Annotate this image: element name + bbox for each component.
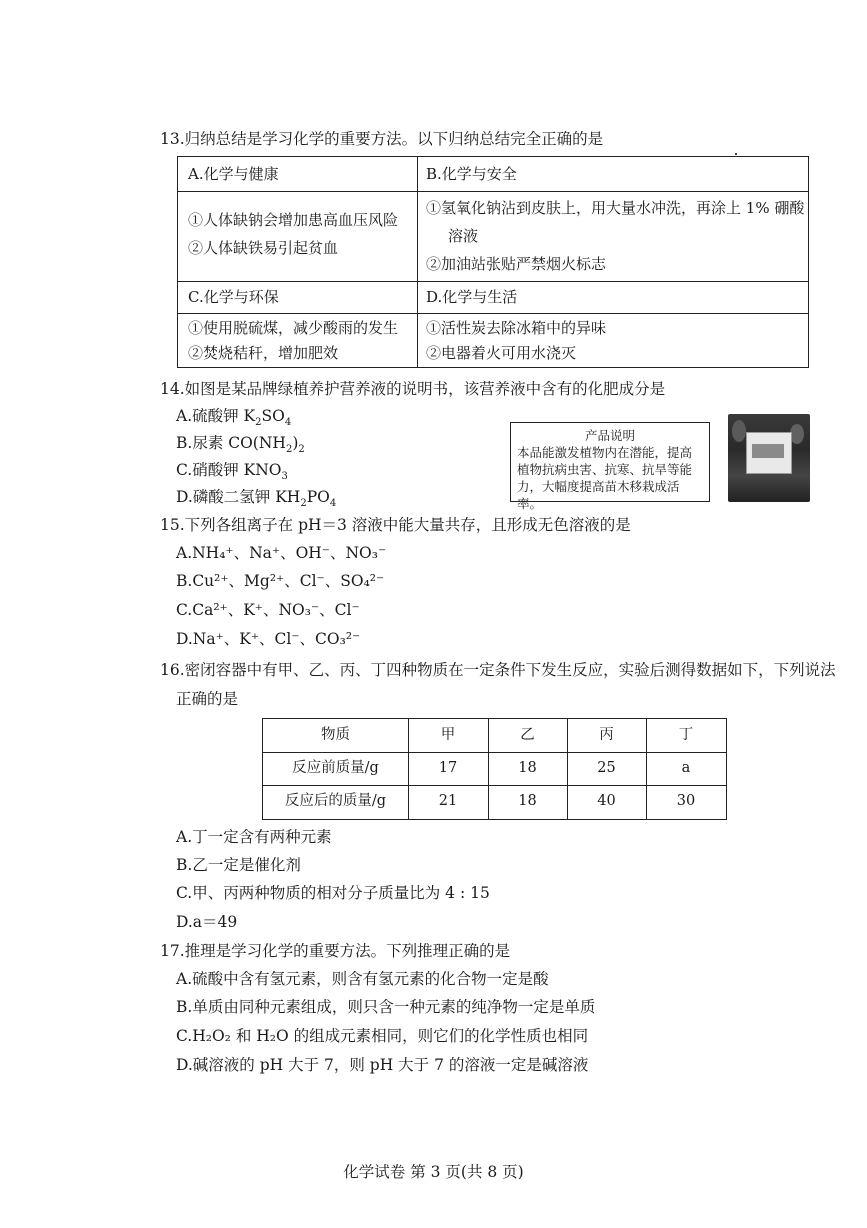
q14-stem: 14.如图是某品牌绿植养护营养液的说明书，该营养液中含有的化肥成分是 [160,380,666,398]
q16-data-table [262,718,727,820]
q15-opt-b: B.Cu²⁺、Mg²⁺、Cl⁻、SO₄²⁻ [176,572,385,590]
q16-header-ding: 丁 [678,727,694,743]
q13-b-head: B.化学与安全 [426,165,517,183]
q16-row1-label: 反应前质量/g [292,760,379,776]
q13-c-head: C.化学与环保 [188,288,279,306]
q16-opt-b: B.乙一定是催化剂 [176,856,301,874]
q16-stem-1: 16.密闭容器中有甲、乙、丙、丁四种物质在一定条件下发生反应，实验后测得数据如下，下列说法 [160,661,836,679]
page-footer: 化学试卷 第 3 页(共 8 页) [343,1163,524,1181]
q16-row1-bing: 25 [597,760,616,776]
q14-opt-a: A.硫酸钾 $K_2SO_4$ [176,407,292,429]
q14-opt-c: C.硝酸钾 $KNO_3$ [176,461,288,483]
q15-opt-a: A.NH₄⁺、Na⁺、OH⁻、NO₃⁻ [176,544,387,562]
product-info-title: 产品说明 [584,428,635,443]
nutrient-product-photo [728,414,810,502]
q16-row2-yi: 18 [518,793,537,809]
q16-row2-jia: 21 [438,793,458,809]
q13-d-head: D.化学与生活 [426,288,518,306]
product-info-line2: 植物抗病虫害、抗寒、抗旱等能 [517,462,693,477]
q16-row2-ding: 30 [676,793,696,809]
q13-b-l1b: 溶液 [448,227,479,245]
q16-header-bing: 丙 [599,727,614,743]
q13-b-l2: ②加油站张贴严禁烟火标志 [426,255,607,273]
q16-row2-label: 反应后的质量/g [284,793,387,809]
q16-header-yi: 乙 [520,727,535,743]
q16-stem-2: 正确的是 [176,690,239,708]
q17-opt-d: D.碱溶液的 pH 大于 7，则 pH 大于 7 的溶液一定是碱溶液 [176,1056,589,1074]
q13-d-l1: ①活性炭去除冰箱中的异味 [426,319,607,337]
q16-header-jia: 甲 [440,727,456,743]
q13-stem: 13.归纳总结是学习化学的重要方法。以下归纳总结完全正确的是 [160,130,604,148]
scan-speck [735,153,737,155]
q13-c-l1: ①使用脱硫煤，减少酸雨的发生 [188,319,399,337]
q14-opt-d: D.磷酸二氢钾 $KH_2PO_4$ [176,488,337,510]
q14-opt-b: B.尿素 $CO(NH_2)_2$ [176,434,305,456]
q15-opt-d: D.Na⁺、K⁺、Cl⁻、CO₃²⁻ [176,630,361,648]
q17-stem: 17.推理是学习化学的重要方法。下列推理正确的是 [160,942,511,960]
q16-row1-jia: 17 [438,760,458,776]
product-info-line3: 力，大幅度提高苗木移栽成活率。 [517,479,680,511]
q15-opt-c: C.Ca²⁺、K⁺、NO₃⁻、Cl⁻ [176,601,360,619]
q15-stem: 15.下列各组离子在 pH＝3 溶液中能大量共存，且形成无色溶液的是 [160,516,631,534]
q13-b-l1: ①氢氧化钠沾到皮肤上，用大量水冲洗，再涂上 1% 硼酸 [426,199,805,217]
product-info-line1: 本品能激发植物内在潜能，提高 [517,445,693,460]
product-info-box [510,422,710,511]
q17-opt-b: B.单质由同种元素组成，则只含一种元素的纯净物一定是单质 [176,998,596,1016]
q17-opt-a: A.硫酸中含有氢元素，则含有氢元素的化合物一定是酸 [176,970,549,988]
q13-a-l1: ①人体缺钠会增加患高血压风险 [188,211,399,229]
q13-d-l2: ②电器着火可用水浇灭 [426,344,577,362]
q16-row1-yi: 18 [518,760,537,776]
q16-opt-c: C.甲、丙两种物质的相对分子质量比为 4 : 15 [176,884,490,902]
q16-opt-d: D.a＝49 [176,913,238,931]
q13-c-l2: ②焚烧秸秆，增加肥效 [188,344,339,362]
q13-a-head: A.化学与健康 [188,165,279,183]
q16-header-substance: 物质 [321,727,350,743]
q13-table [177,156,809,368]
q16-row1-ding: a [681,760,691,776]
q17-opt-c: C.H₂O₂ 和 H₂O 的组成元素相同，则它们的化学性质也相同 [176,1027,589,1045]
q16-opt-a: A.丁一定含有两种元素 [176,828,332,846]
q13-a-l2: ②人体缺铁易引起贫血 [188,239,339,257]
q16-row2-bing: 40 [597,793,616,809]
